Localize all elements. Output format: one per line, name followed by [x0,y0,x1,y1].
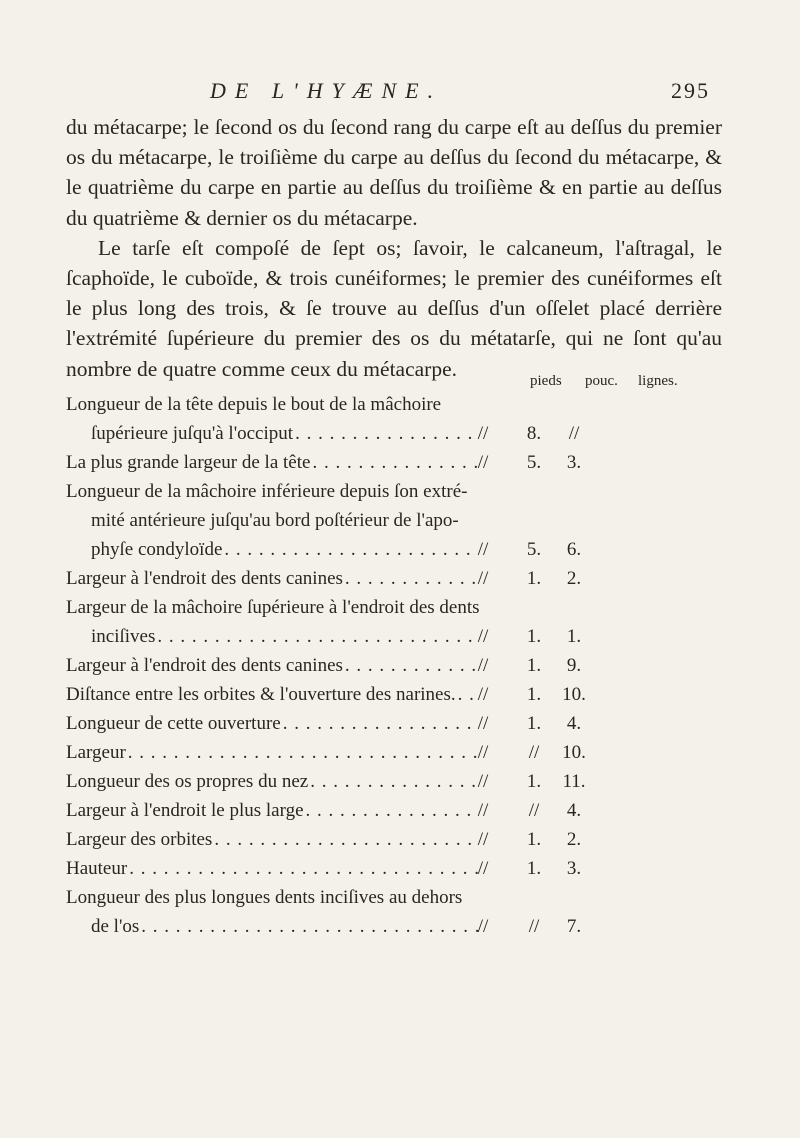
value-lignes: 2. [566,829,582,850]
row-label-line: Largeur des orbites . . . [66,825,478,854]
value-pouces: 5. [526,539,542,560]
value-pouces: 1. [526,771,542,792]
value-pouces: 1. [526,626,542,647]
table-row [66,680,776,709]
paragraph: Le tarſe eſt compoſé de ſept os; ſavoir, le calcaneum, l'aſtragal, le ſcaphoïde, le cuboïde, & trois cunéiformes; le premier des cunéiformes eſt le plus long des trois, & ſe trouve au deſſus d'un oſſelet placé derrière l'extrémité ſupérieure du premier des os du métatarſe, qui ne ſont qu'au nombre de quatre comme ceux du métacarpe. [66,235,722,381]
measurement-table [66,390,776,941]
row-label-line: Longueur de la mâchoire inférieure depuis ſon extré- [66,481,468,502]
value-pieds: // [477,916,489,937]
row-label-line: Diſtance entre les orbites & l'ouverture des narines. . . . [66,680,478,709]
value-lignes: 2. [566,568,582,589]
table-row [66,564,776,593]
table-row [66,477,776,564]
value-lignes: 7. [566,916,582,937]
column-header-pieds: pieds [530,373,562,389]
value-pieds: // [477,626,489,647]
table-row [66,448,776,477]
value-pieds: // [477,829,489,850]
table-row [66,767,776,796]
row-label-line: Largeur à l'endroit des dents canines . . . [66,651,478,680]
value-pouces: // [528,916,540,937]
running-title: DE L'HYÆNE. [210,78,443,103]
row-label-line: La plus grande largeur de la tête . . . [66,448,478,477]
value-lignes: 1. [566,626,582,647]
value-pouces: // [528,742,540,763]
body-text [66,112,722,384]
value-pouces: 8. [526,423,542,444]
value-pouces: 1. [526,858,542,879]
value-pouces: 1. [526,684,542,705]
value-pieds: // [477,539,489,560]
value-pieds: // [477,771,489,792]
row-label-line: Longueur de la tête depuis le bout de la mâchoire [66,394,442,415]
row-label-line: Longueur des plus longues dents inciſives au dehors [66,887,463,908]
row-label-line: ſupérieure juſqu'à l'occiput . . . [91,419,478,448]
value-pouces: 1. [526,713,542,734]
value-pieds: // [477,568,489,589]
row-label-line: Largeur à l'endroit le plus large . . . [66,796,478,825]
row-label-line: mité antérieure juſqu'au bord poſtérieur de l'apo- [91,510,459,531]
table-row [66,709,776,738]
page-number: 295 [671,78,710,103]
table-row [66,390,776,448]
table-row [66,825,776,854]
row-label-line: Hauteur . . . [66,854,478,883]
value-pieds: // [477,423,489,444]
value-lignes: // [568,423,580,444]
value-pieds: // [477,452,489,473]
column-header-pouces: pouc. [585,373,618,389]
row-label-line: Longueur des os propres du nez . . . [66,767,478,796]
value-lignes: 10. [562,684,586,705]
table-row [66,796,776,825]
value-pieds: // [477,800,489,821]
row-label-line: phyſe condyloïde . . . [91,535,478,564]
row-label-line: de l'os . . . [91,912,478,941]
value-pouces: // [528,800,540,821]
value-lignes: 3. [566,858,582,879]
row-label-line: Largeur à l'endroit des dents canines . . . [66,564,478,593]
value-pieds: // [477,713,489,734]
value-pouces: 1. [526,568,542,589]
value-pieds: // [477,655,489,676]
table-row [66,854,776,883]
value-pouces: 5. [526,452,542,473]
table-row [66,593,776,651]
value-lignes: 11. [562,771,586,792]
table-row [66,651,776,680]
running-header [210,78,710,108]
paragraph: du métacarpe; le ſecond os du ſecond rang du carpe eſt au deſſus du premier os du métacarpe, le troiſième du carpe au deſſus du ſecond du métacarpe, & le quatrième du carpe en partie au deſſus du troiſième & en partie au deſſus du quatrième & dernier os du métacarpe. [66,115,722,230]
row-label-line: Longueur de cette ouverture . . . [66,709,478,738]
value-lignes: 4. [566,713,582,734]
row-label-line: Largeur de la mâchoire ſupérieure à l'endroit des dents [66,597,480,618]
value-pieds: // [477,858,489,879]
row-label-line: Largeur . . . [66,738,478,767]
value-lignes: 10. [562,742,586,763]
table-row [66,738,776,767]
table-row [66,883,776,941]
value-lignes: 4. [566,800,582,821]
value-pieds: // [477,684,489,705]
row-label-line: inciſives . . . [91,622,478,651]
value-lignes: 3. [566,452,582,473]
value-pouces: 1. [526,655,542,676]
column-header-lignes: lignes. [638,373,678,389]
value-pieds: // [477,742,489,763]
value-lignes: 6. [566,539,582,560]
value-pouces: 1. [526,829,542,850]
value-lignes: 9. [566,655,582,676]
